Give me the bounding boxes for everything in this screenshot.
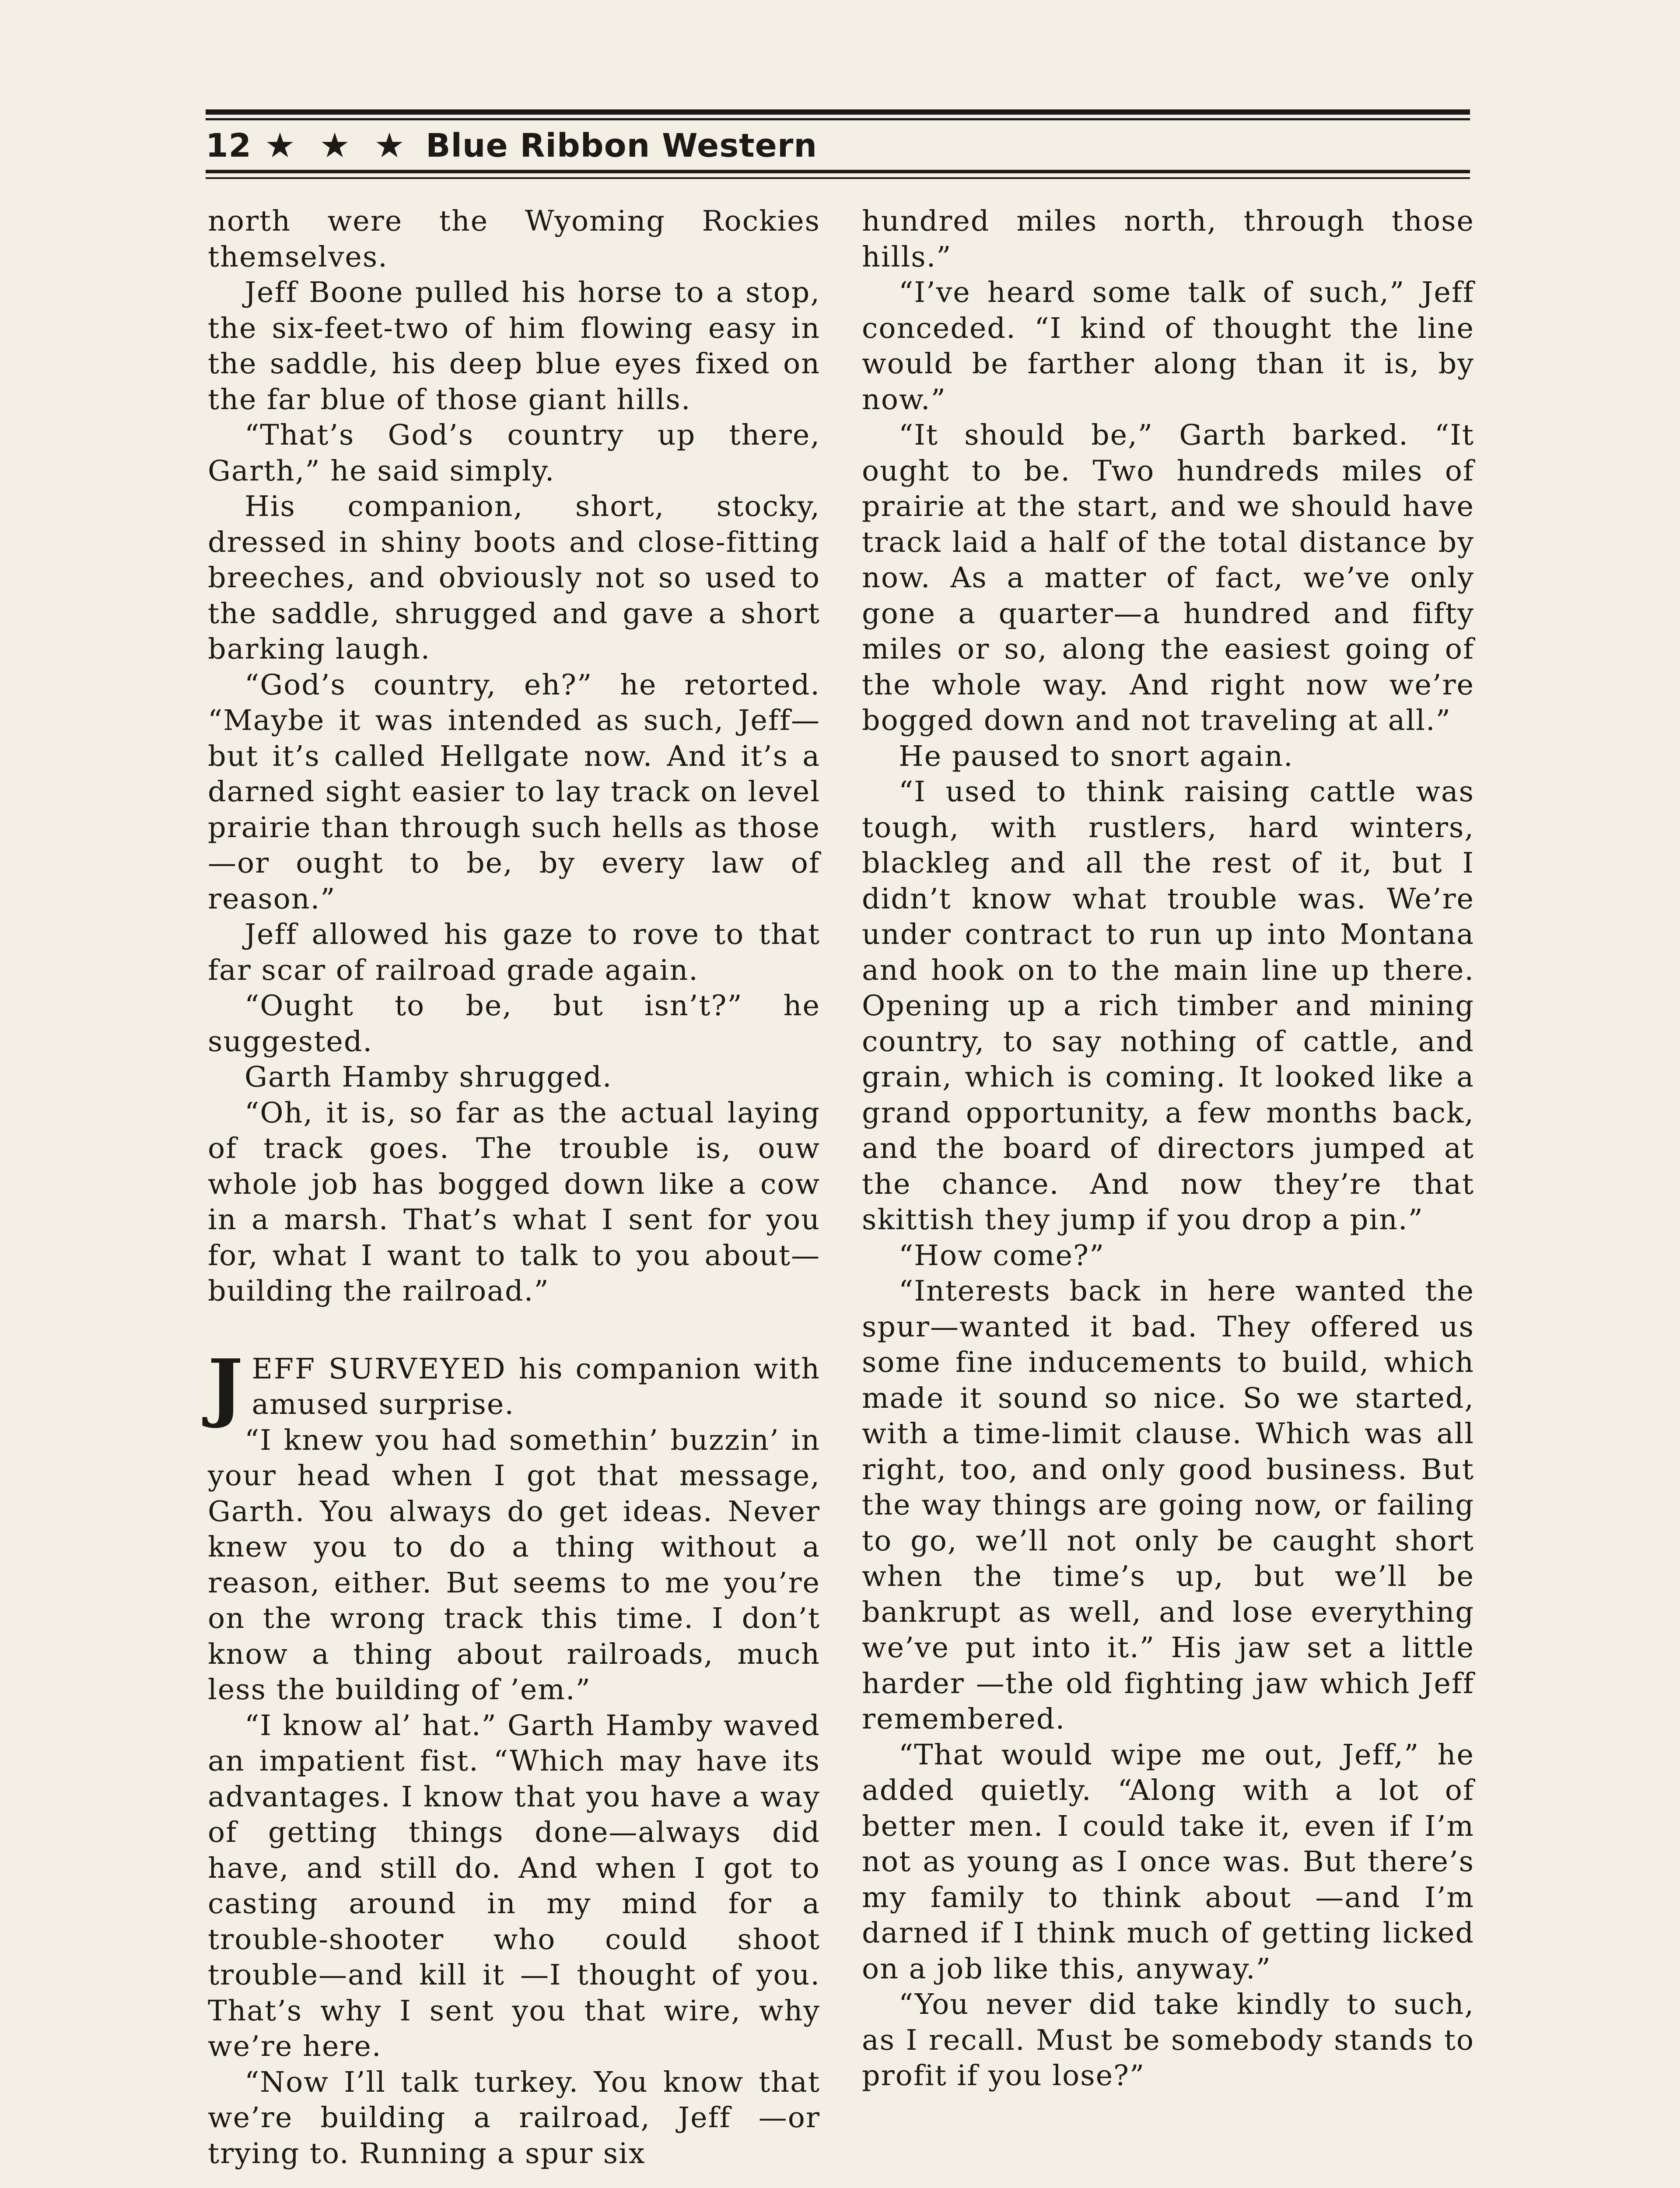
paragraph: His companion, short, stocky, dressed in shiny boots and close-fitting breeches, and obviously not so used to the saddle, shrugged and gave a short barking laugh.	[208, 490, 820, 666]
paragraph: hundred miles north, through those hills.”	[862, 205, 1474, 274]
paragraph: “That would wipe me out, Jeff,” he added quietly. “Along with a lot of better men. I could take it, even if I’m not as young as I once was. But there’s my family to think about —and I’m darned if I think much of getting licked on a job like this, anyway.”	[862, 1738, 1474, 1985]
paragraph: Garth Hamby shrugged.	[245, 1061, 612, 1094]
section-lead-in: EFF SURVEYED	[252, 1352, 507, 1385]
paragraph: Jeff allowed his gaze to rove to that far scar of railroad grade again.	[208, 918, 820, 987]
star-icons: ★ ★ ★	[264, 126, 411, 165]
publication-title: Blue Ribbon Western	[426, 127, 818, 165]
paragraph: “That’s God’s country up there, Garth,” he said simply.	[208, 419, 820, 487]
paragraph: “Now I’ll talk turkey. You know that we’re building a railroad, Jeff —or trying to. Running a spur six	[208, 2065, 820, 2170]
paragraph: “Ought to be, but isn’t?” he suggested.	[208, 989, 820, 1058]
paragraph: “How come?”	[899, 1239, 1105, 1272]
left-column	[208, 203, 820, 2171]
header-rule-bottom-thin	[206, 177, 1470, 179]
header-rule-top	[206, 109, 1470, 115]
paragraph: He paused to snort again.	[899, 740, 1294, 773]
running-header	[206, 122, 1470, 170]
drop-cap: J	[208, 1343, 244, 1431]
paragraph: north were the Wyoming Rockies themselves.	[208, 205, 820, 274]
right-column	[862, 203, 1474, 2094]
paragraph: “Oh, it is, so far as the actual laying of track goes. The trouble is, ouw whole job has bogged down like a cow in a marsh. That’s what I sent for you for, what I want to talk to you about—building the railroad.”	[208, 1096, 820, 1308]
header-rule-bottom	[206, 170, 1470, 173]
paragraph: “It should be,” Garth barked. “It ought to be. Two hundreds miles of prairie at the start, and we should have track laid a half of the total distance by now. As a matter of fact, we’ve only gone a quarter—a hundred and fifty miles or so, along the easiest going of the whole way. And right now we’re bogged down and not traveling at all.”	[862, 419, 1474, 737]
header-rule-top-thin	[206, 118, 1470, 120]
section-lead-rest: his companion with amused surprise.	[252, 1352, 820, 1421]
paragraph: “I’ve heard some talk of such,” Jeff conceded. “I kind of thought the line would be farther along than it is, by now.”	[862, 276, 1474, 416]
section-opening-paragraph	[208, 1343, 820, 1431]
paragraph: “I used to think raising cattle was tough, with rustlers, hard winters, blackleg and all the rest of it, but I didn’t know what trouble was. We’re under contract to run up into Montana and hook on to the main line up there. Opening up a rich timber and mining country, to say nothing of cattle, and grain, which is coming. It looked like a grand opportunity, a few months back, and the board of directors jumped at the chance. And now they’re that skittish they jump if you drop a pin.”	[862, 775, 1474, 1236]
paragraph: “I know al’ hat.” Garth Hamby waved an impatient fist. “Which may have its advantages. I know that you have a way of getting things done—always did have, and still do. And when I got to casting around in my mind for a trouble-shooter who could shoot trouble—and kill it —I thought of you. That’s why I sent you that wire, why we’re here.	[208, 1709, 820, 2063]
paragraph: Jeff Boone pulled his horse to a stop, the six-feet-two of him flowing easy in the saddle, his deep blue eyes fixed on the far blue of those giant hills.	[208, 276, 820, 416]
paragraph: “God’s country, eh?” he retorted. “Maybe it was intended as such, Jeff—but it’s called Hellgate now. And it’s a darned sight easier to lay track on level prairie than through such hells as those—or ought to be, by every law of reason.”	[208, 668, 820, 915]
paragraph: “You never did take kindly to such, as I recall. Must be somebody stands to profit if you lose?”	[862, 1988, 1474, 2092]
page-number: 12	[206, 127, 252, 165]
paragraph: “Interests back in here wanted the spur—wanted it bad. They offered us some fine inducements to build, which made it sound so nice. So we started, with a time-limit clause. Which was all right, too, and only good business. But the way things are going now, or failing to go, we’ll not only be caught short when the time’s up, but we’ll be bankrupt as well, and lose everything we’ve put into it.” His jaw set a little harder —the old fighting jaw which Jeff remembered.	[862, 1275, 1474, 1736]
paragraph: “I knew you had somethin’ buzzin’ in your head when I got that message, Garth. You always do get ideas. Never knew you to do a thing without a reason, either. But seems to me you’re on the wrong track this time. I don’t know a thing about railroads, much less the building of ’em.”	[208, 1424, 820, 1706]
